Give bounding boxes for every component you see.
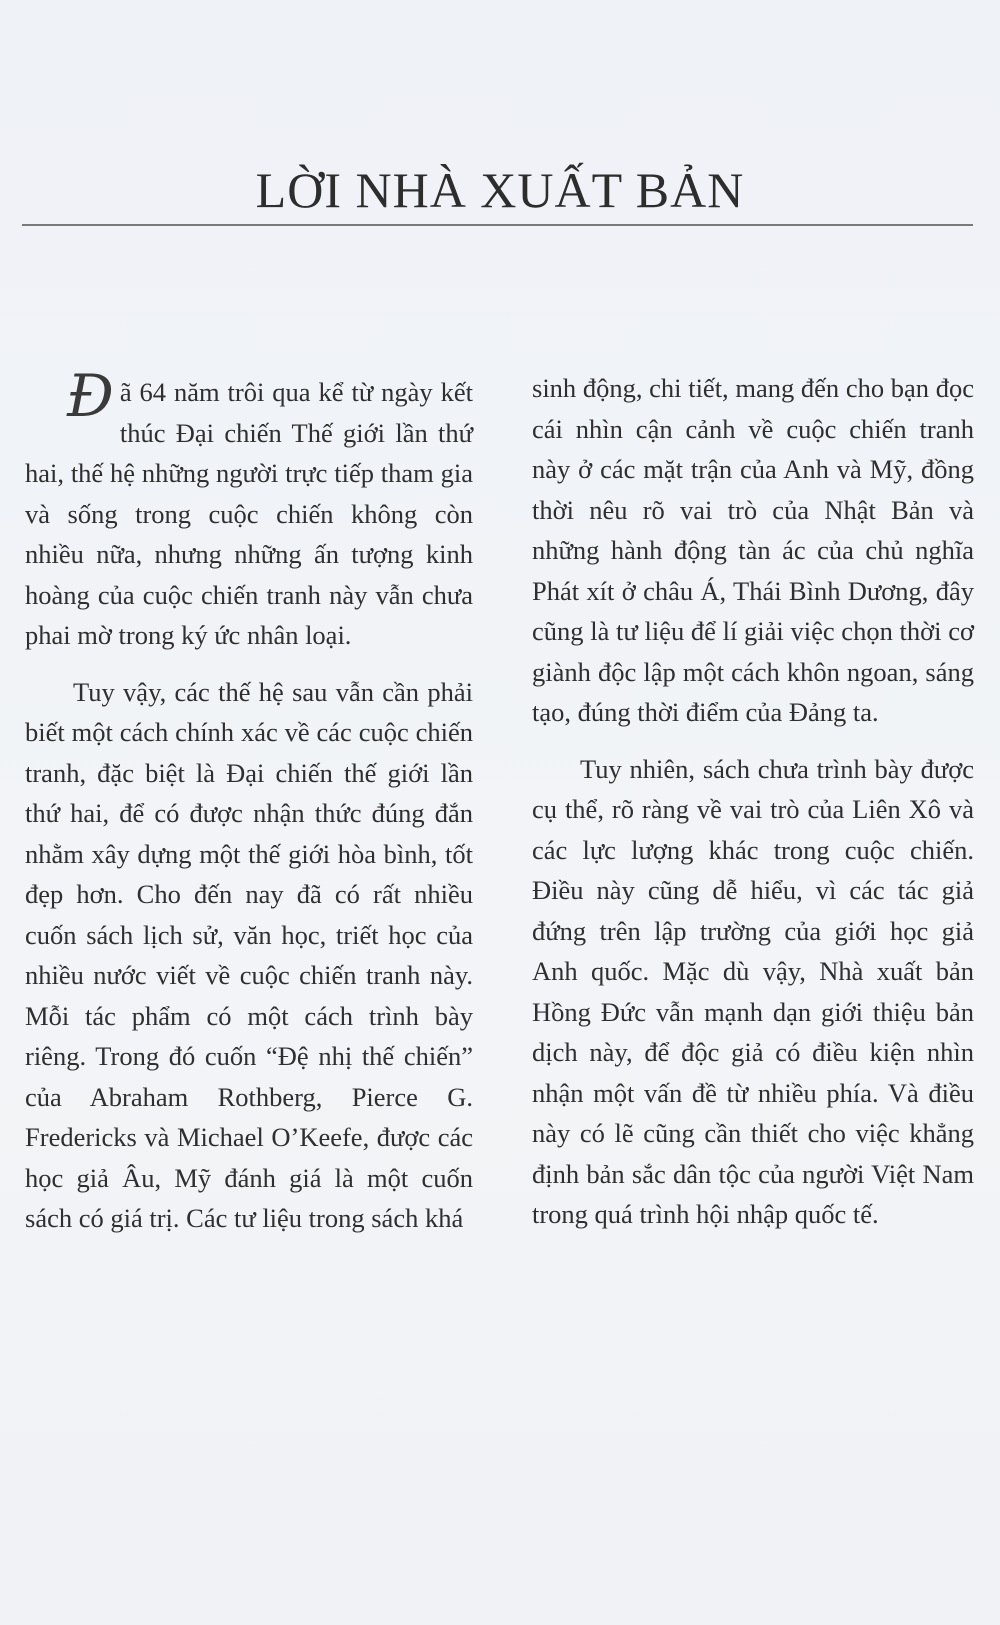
drop-cap: Đ [67,362,114,430]
right-column [532,368,974,1251]
page-title: LỜI NHÀ XUẤT BẢN [255,162,745,218]
paragraph-3: Tuy nhiên, sách chưa trình bày được cụ thể, rõ ràng về vai trò của Liên Xô và các lực lượng khác trong cuộc chiến. Điều này cũng dễ hiểu, vì các tác giả đứng trên lập trường của giới học giả Anh quốc. Mặc dù vậy, Nhà xuất bản Hồng Đức vẫn mạnh dạn giới thiệu bản dịch này, để độc giả có điều kiện nhìn nhận một vấn đề từ nhiều phía. Và điều này có lẽ cũng cần thiết cho việc khẳng định bản sắc dân tộc của người Việt Nam trong quá trình hội nhập quốc tế. [532,753,974,1229]
paragraph-1-text: ã 64 năm trôi qua kể từ ngày kết thúc Đại chiến Thế giới lần thứ hai, thế hệ những người trực tiếp tham gia và sống trong cuộc chiến không còn nhiều nữa, nhưng những ấn tượng kinh hoàng của cuộc chiến tranh này vẫn chưa phai mờ trong ký ức nhân loại. [25,377,473,650]
paragraph-2: Tuy vậy, các thế hệ sau vẫn cần phải biết một cách chính xác về các cuộc chiến tranh, đặc biệt là Đại chiến thế giới lần thứ hai, để có được nhận thức đúng đắn nhằm xây dựng một thế giới hòa bình, tốt đẹp hơn. Cho đến nay đã có rất nhiều cuốn sách lịch sử, văn học, triết học của nhiều nước viết về cuộc chiến tranh này. Mỗi tác phẩm có một cách trình bày riêng. Trong đó cuốn “Đệ nhị thế chiến” của Abraham Rothberg, Pierce G. Fredericks và Michael O’Keefe, được các học giả Âu, Mỹ đánh giá là một cuốn sách có giá trị. Các tư liệu trong sách khá [25,676,473,1233]
title-divider [22,224,973,226]
left-column [25,362,473,1255]
paragraph-1 [25,362,473,656]
paragraph-2-continued: sinh động, chi tiết, mang đến cho bạn đọc cái nhìn cận cảnh về cuộc chiến tranh này ở các mặt trận của Anh và Mỹ, đồng thời nêu rõ vai trò của Nhật Bản và những hành động tàn ác của chủ nghĩa Phát xít ở châu Á, Thái Bình Dương, đây cũng là tư liệu để lí giải việc chọn thời cơ giành độc lập một cách khôn ngoan, sáng tạo, đúng thời điểm của Đảng ta. [532,373,974,727]
